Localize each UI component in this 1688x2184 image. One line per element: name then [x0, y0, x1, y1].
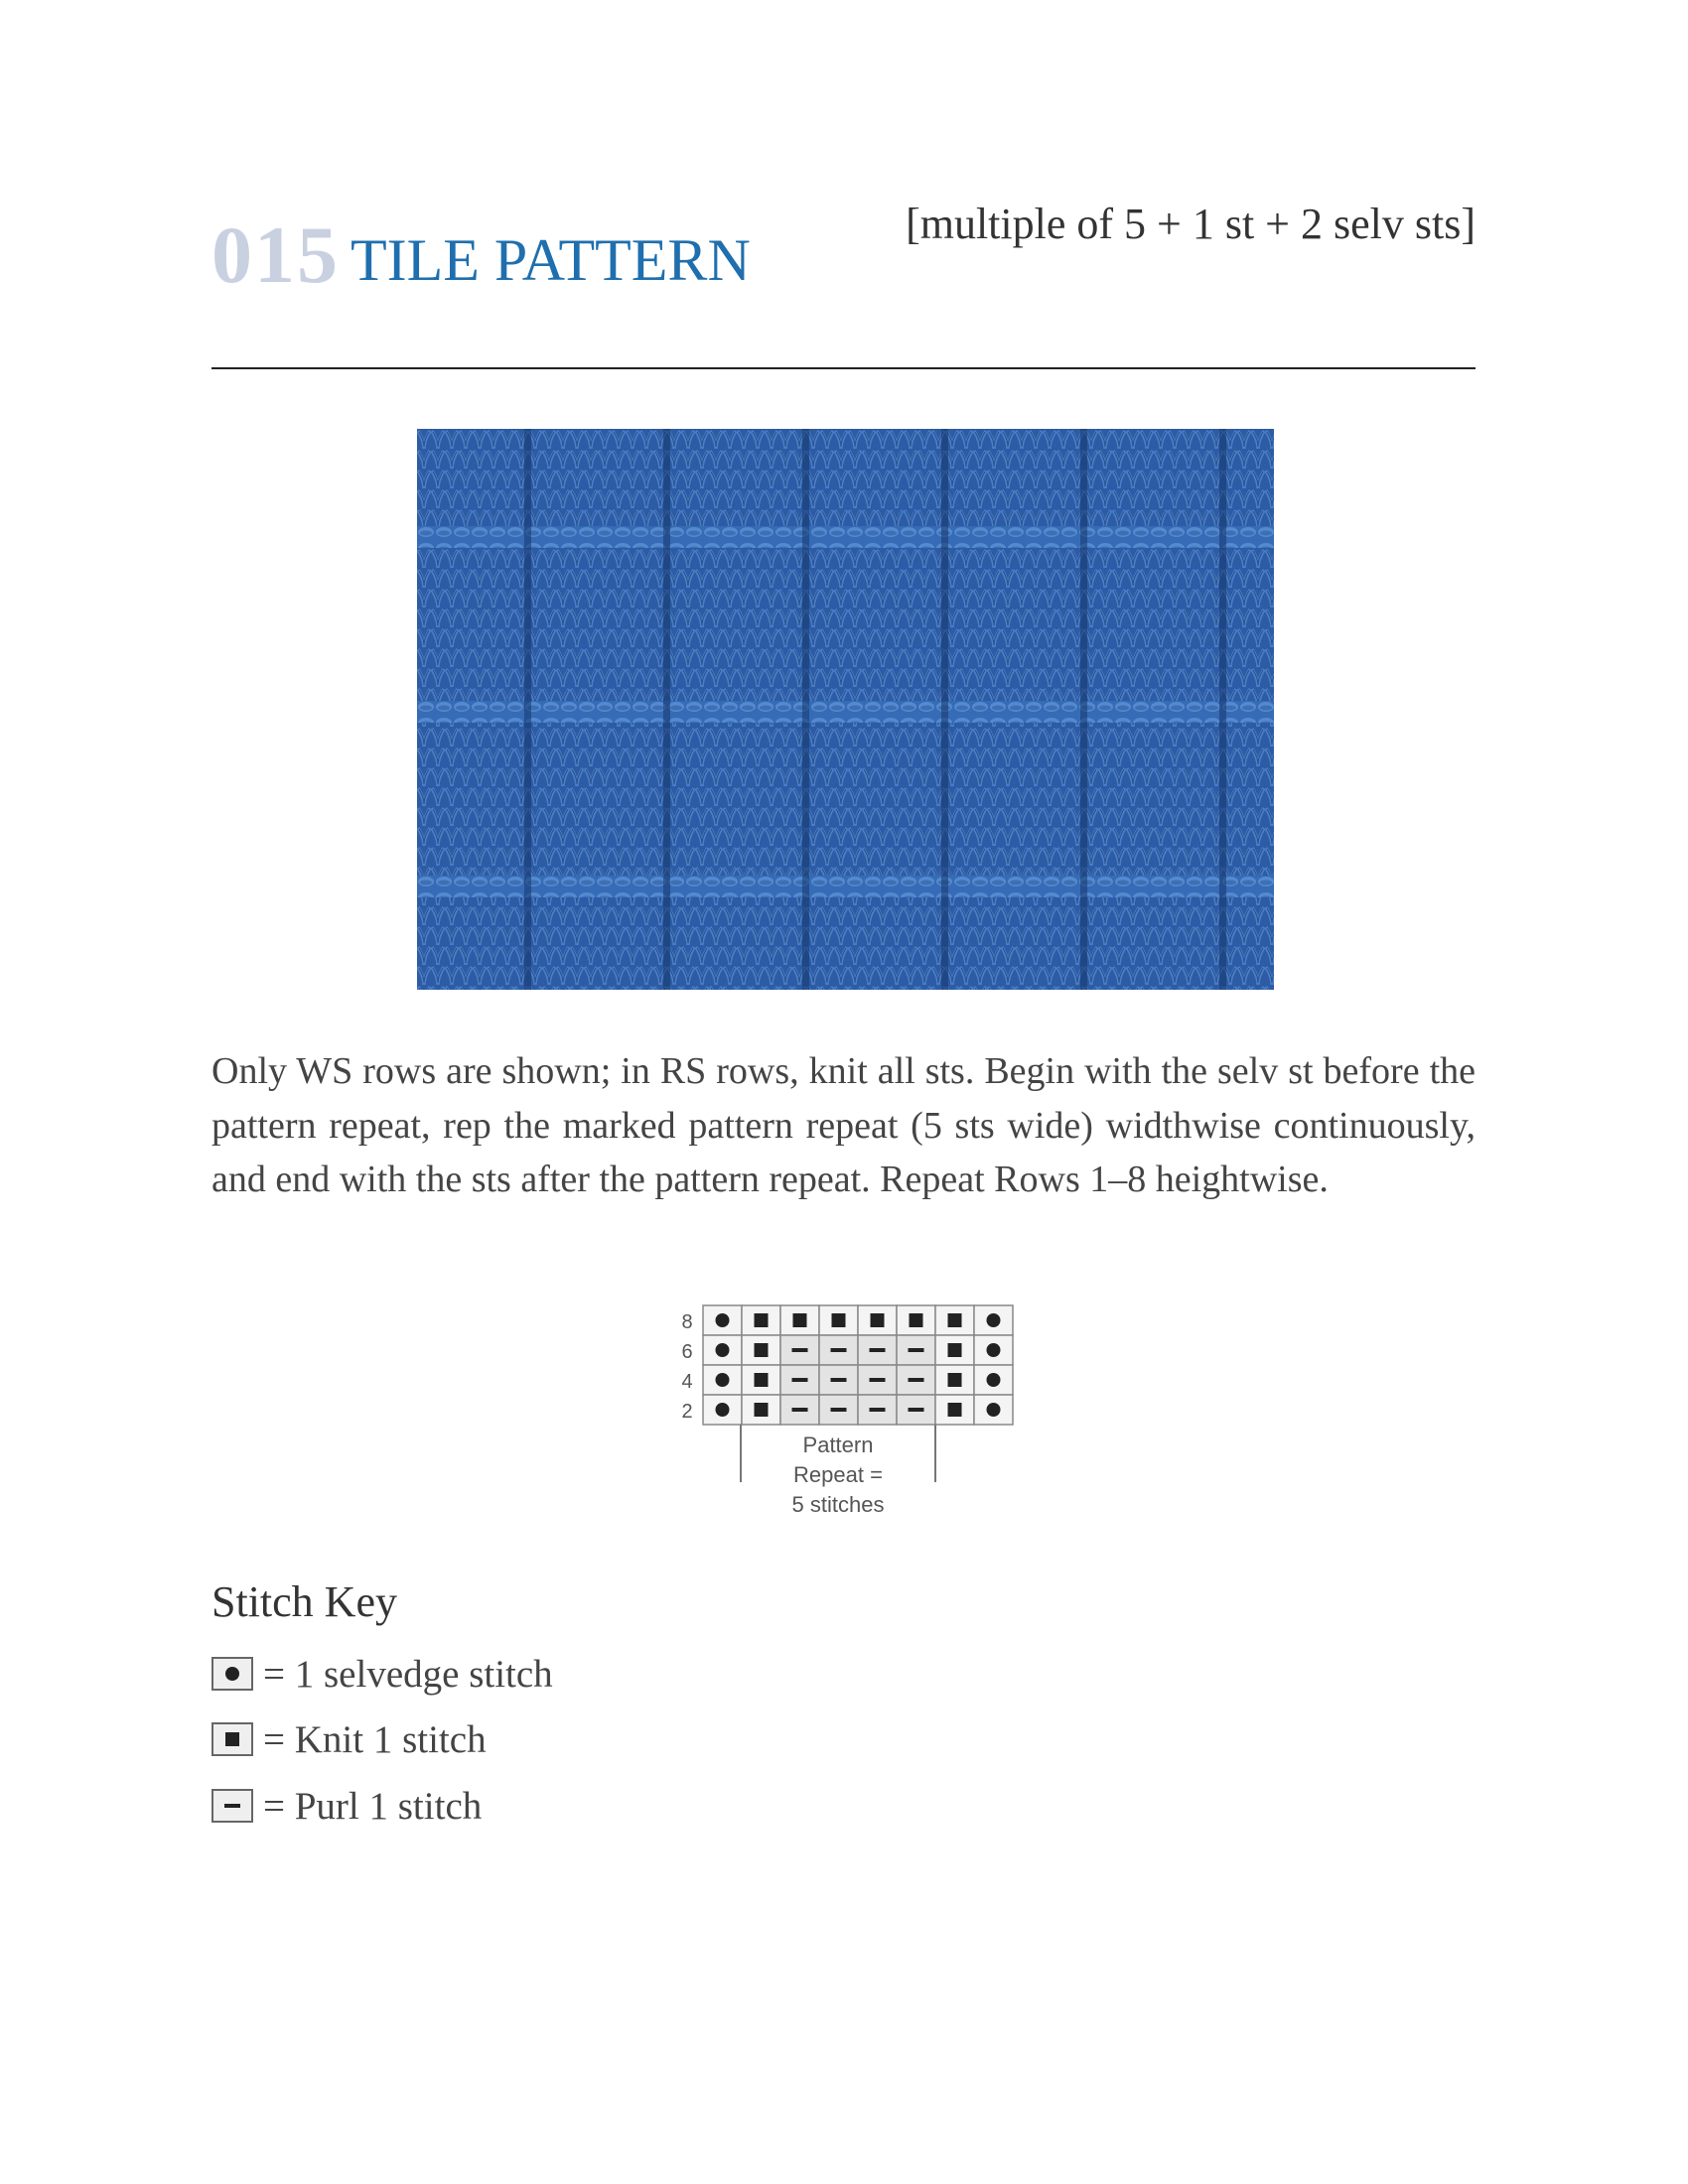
knit-stitch-mark	[948, 1373, 962, 1387]
purl-stitch-mark	[792, 1348, 808, 1352]
pattern-title: TILE PATTERN	[351, 227, 751, 293]
purl-symbol-icon	[211, 1789, 253, 1823]
swatch-texture	[417, 429, 1274, 990]
key-label-selvedge: = 1 selvedge stitch	[263, 1652, 553, 1696]
row-label-6: 6	[681, 1341, 693, 1363]
key-item-selvedge	[211, 1652, 553, 1696]
stitch-chart	[665, 1296, 1023, 1524]
purl-stitch-mark	[831, 1348, 847, 1352]
knit-stitch-mark	[755, 1403, 769, 1417]
stitch-multiple: [multiple of 5 + 1 st + 2 selv sts]	[906, 200, 1476, 248]
pattern-instructions: Only WS rows are shown; in RS rows, knit all sts. Begin with the selv st before the pattern repeat, rep the marked pattern repeat (5 sts wide) widthwise continuously, and end with the sts after the pattern repeat. Repeat Rows 1–8 heightwise.	[211, 1050, 1476, 1200]
selvedge-symbol-icon	[211, 1657, 253, 1691]
selvedge-stitch-mark	[987, 1373, 1001, 1387]
key-label-purl: = Purl 1 stitch	[263, 1784, 483, 1828]
knit-stitch-mark	[948, 1403, 962, 1417]
purl-stitch-mark	[831, 1378, 847, 1382]
selvedge-stitch-mark	[716, 1343, 730, 1357]
selvedge-stitch-mark	[987, 1403, 1001, 1417]
purl-stitch-mark	[870, 1378, 886, 1382]
knit-symbol-icon	[211, 1722, 253, 1756]
repeat-label-line1: Pattern	[802, 1433, 874, 1457]
knit-stitch-mark	[948, 1343, 962, 1357]
purl-stitch-mark	[909, 1408, 924, 1412]
knitted-swatch-photo	[417, 429, 1274, 990]
purl-stitch-mark	[792, 1408, 808, 1412]
knit-stitch-mark	[755, 1343, 769, 1357]
selvedge-stitch-mark	[987, 1313, 1001, 1327]
knit-stitch-mark	[948, 1313, 962, 1327]
purl-stitch-mark	[909, 1348, 924, 1352]
header-divider	[211, 367, 1476, 369]
key-item-knit	[211, 1717, 487, 1761]
pattern-header	[211, 189, 1476, 298]
purl-stitch-mark	[792, 1378, 808, 1382]
knit-stitch-mark	[793, 1313, 807, 1327]
knit-stitch-mark	[755, 1373, 769, 1387]
chart-grid	[703, 1305, 1013, 1425]
knit-stitch-mark	[755, 1313, 769, 1327]
knit-stitch-mark	[832, 1313, 846, 1327]
key-label-knit: = Knit 1 stitch	[263, 1717, 487, 1761]
selvedge-stitch-mark	[716, 1403, 730, 1417]
purl-stitch-mark	[870, 1408, 886, 1412]
pattern-number: 015	[211, 209, 340, 300]
repeat-label-line3: 5 stitches	[791, 1492, 885, 1517]
row-label-2: 2	[681, 1401, 693, 1423]
selvedge-stitch-mark	[987, 1343, 1001, 1357]
row-label-4: 4	[681, 1371, 693, 1393]
purl-stitch-mark	[870, 1348, 886, 1352]
purl-stitch-mark	[909, 1378, 924, 1382]
selvedge-stitch-mark	[716, 1373, 730, 1387]
stitch-key-title: Stitch Key	[211, 1577, 397, 1626]
key-item-purl	[211, 1784, 482, 1828]
purl-stitch-mark	[831, 1408, 847, 1412]
selvedge-stitch-mark	[716, 1313, 730, 1327]
knit-stitch-mark	[871, 1313, 885, 1327]
row-label-8: 8	[681, 1311, 693, 1333]
repeat-label-line2: Repeat =	[793, 1462, 883, 1487]
knit-stitch-mark	[910, 1313, 923, 1327]
